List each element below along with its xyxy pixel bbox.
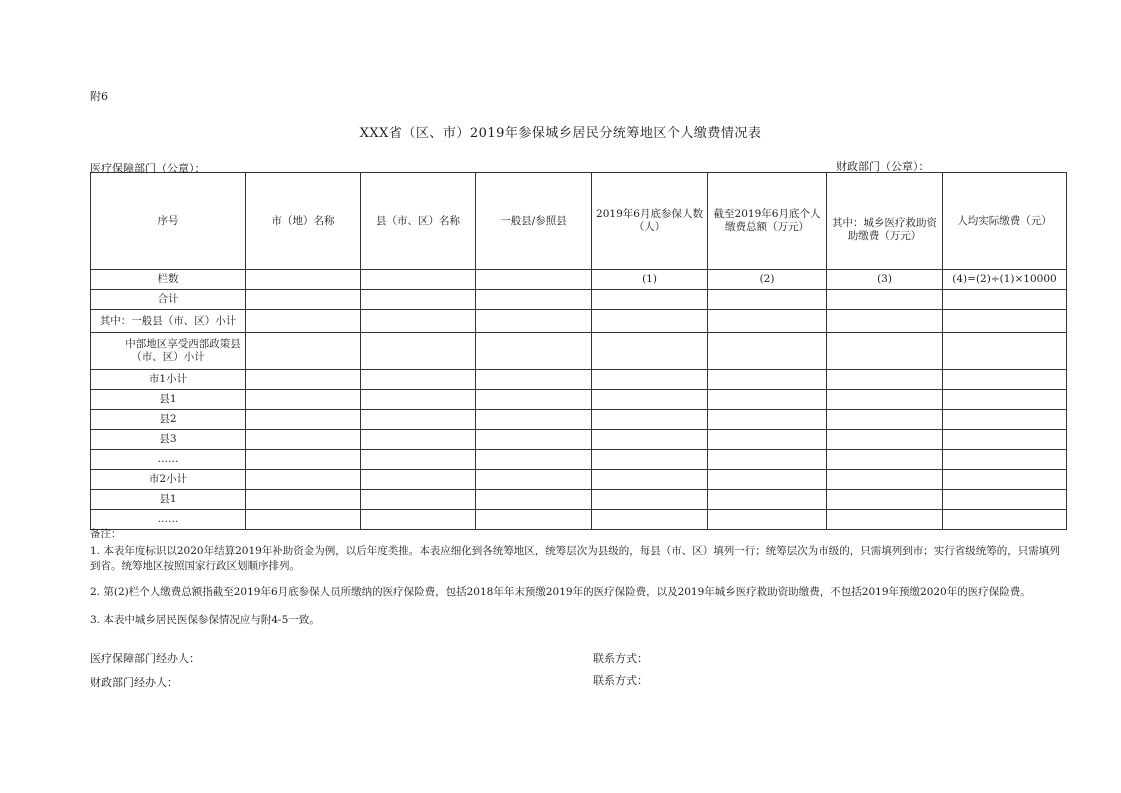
header-cell: 人均实际缴费（元） [943,173,1067,270]
row-label: 其中：一般县（市、区）小计 [91,310,246,333]
table-row [91,310,1067,333]
row-label: 市2小计 [91,470,246,490]
header-cell: 一般县/参照县 [476,173,592,270]
notes-heading: 备注： [90,528,122,540]
finance-dept-seal-label: 财政部门（公章）： [836,160,930,173]
column-number-cell: (2) [708,270,827,290]
annex-label: 附6 [90,90,108,103]
finance-handler-label: 财政部门经办人： [90,676,178,689]
table-row [91,450,1067,470]
table-row [91,490,1067,510]
note-item: 2. 第(2)栏个人缴费总额指截至2019年6月底参保人员所缴纳的医疗保险费，包括2018年年末预缴2019年的医疗保险费，以及2019年城乡医疗救助资助缴费，不包括2019年预缴2020年的医疗保险费。 [90,586,1031,598]
column-number-row [91,270,1067,290]
contact-label: 联系方式： [593,652,648,665]
payment-table [90,172,1067,530]
column-number-cell [476,270,592,290]
row-label: 县1 [91,490,246,510]
table-row [91,370,1067,390]
column-number-cell: (1) [592,270,708,290]
row-label: 合计 [91,290,246,310]
row-label: 县2 [91,410,246,430]
note-item: 3. 本表中城乡居民医保参保情况应与附4-5一致。 [90,614,320,626]
row-label: 县3 [91,430,246,450]
table-row [91,390,1067,410]
header-cell: 其中：城乡医疗救助资助缴费（万元） [827,173,943,270]
column-number-cell [246,270,361,290]
column-number-cell: (4)=(2)÷(1)×10000 [943,270,1067,290]
table-row [91,430,1067,450]
row-label: …… [91,510,246,530]
table-row [91,290,1067,310]
page-title: XXX省（区、市）2019年参保城乡居民分统筹地区个人缴费情况表 [359,126,762,141]
row-label: 市1小计 [91,370,246,390]
row-label: 县1 [91,390,246,410]
header-cell: 2019年6月底参保人数（人） [592,173,708,270]
table-header-row [91,173,1067,270]
note-item: 1. 本表年度标识以2020年结算2019年补助资金为例，以后年度类推。本表应细化到各统筹地区，统筹层次为县级的，每县（市、区）填列一行；统筹层次为市级的，只需填列到市；实行省级统筹的，只需填列到省。统筹地区按照国家行政区划顺序排列。 [90,545,1060,572]
medical-handler-label: 医疗保障部门经办人： [90,652,200,665]
header-cell: 截至2019年6月底个人缴费总额（万元） [708,173,827,270]
table-row [91,333,1067,370]
contact-label: 联系方式： [593,674,648,687]
row-label: 中部地区享受西部政策县（市、区）小计 [91,333,246,370]
column-number-cell [361,270,476,290]
medical-dept-seal-label: 医疗保障部门（公章）： [90,162,206,175]
table-row [91,410,1067,430]
header-cell: 序号 [91,173,246,270]
table-row [91,470,1067,490]
table-row [91,510,1067,530]
column-number-cell: (3) [827,270,943,290]
column-number-cell: 栏数 [91,270,246,290]
header-cell: 市（地）名称 [246,173,361,270]
row-label: …… [91,450,246,470]
header-cell: 县（市、区）名称 [361,173,476,270]
